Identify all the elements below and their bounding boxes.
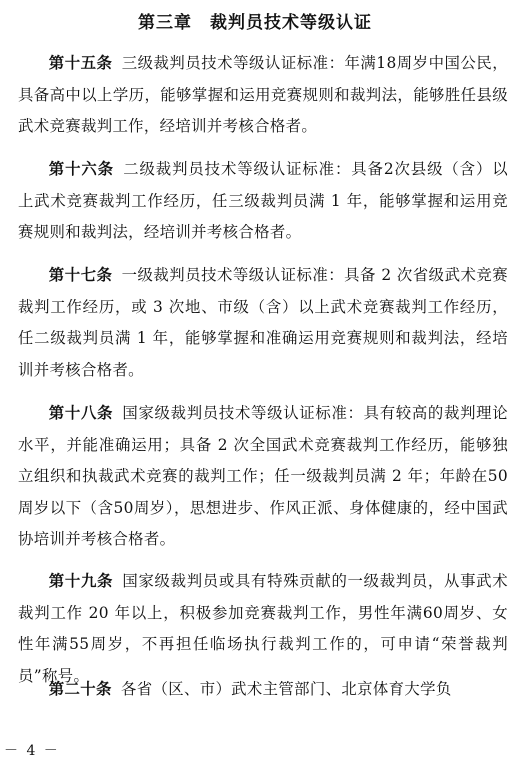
article-text: 国家级裁判员或具有特殊贡献的一级裁判员，从事武术裁判工作 20 年以上，积极参加竞赛裁判工作，男性年满60周岁、女性年满55周岁，不再担任临场执行裁判工作的，可申请“荣誉裁判员”称号。 bbox=[18, 572, 509, 685]
article-16 bbox=[18, 154, 508, 249]
article-20 bbox=[18, 674, 508, 706]
page-number: － 4 － bbox=[4, 743, 60, 759]
article-18 bbox=[18, 398, 508, 556]
article-number: 第十七条 bbox=[48, 266, 113, 284]
article-number: 第二十条 bbox=[48, 680, 112, 698]
article-number: 第十六条 bbox=[48, 160, 114, 178]
article-text: 国家级裁判员技术等级认证标准：具有较高的裁判理论水平，并能准确运用；具备 2 次全国武术竞赛裁判工作经历，能够独立组织和执裁武术竞赛的裁判工作；任一级裁判员满 2 年；年龄在50周岁以下（含50周岁），思想进步、作风正派、身体健康的，经中国武协培训并考核合格者。 bbox=[18, 404, 509, 548]
article-text: 各省（区、市）武术主管部门、北京体育大学负 bbox=[121, 680, 452, 698]
article-17 bbox=[18, 260, 508, 386]
article-text: 三级裁判员技术等级认证标准：年满18周岁中国公民，具备高中以上学历，能够掌握和运用竞赛规则和裁判法，能够胜任县级武术竞赛裁判工作，经培训并考核合格者。 bbox=[18, 54, 508, 135]
article-text: 二级裁判员技术等级认证标准：具备2次县级（含）以上武术竞赛裁判工作经历，任三级裁判员满 1 年，能够掌握和运用竞赛规则和裁判法，经培训并考核合格者。 bbox=[18, 160, 508, 241]
article-15 bbox=[18, 48, 508, 143]
article-number: 第十九条 bbox=[48, 572, 114, 590]
article-number: 第十五条 bbox=[48, 54, 113, 72]
chapter-title: 第三章 裁判员技术等级认证 bbox=[138, 13, 372, 33]
article-text: 一级裁判员技术等级认证标准：具备 2 次省级武术竞赛裁判工作经历，或 3 次地、市级（含）以上武术竞赛裁判工作经历，任二级裁判员满 1 年，能够掌握和准确运用竞赛规则和裁判法，经培训并考核合格者。 bbox=[18, 266, 508, 379]
article-number: 第十八条 bbox=[48, 404, 114, 422]
